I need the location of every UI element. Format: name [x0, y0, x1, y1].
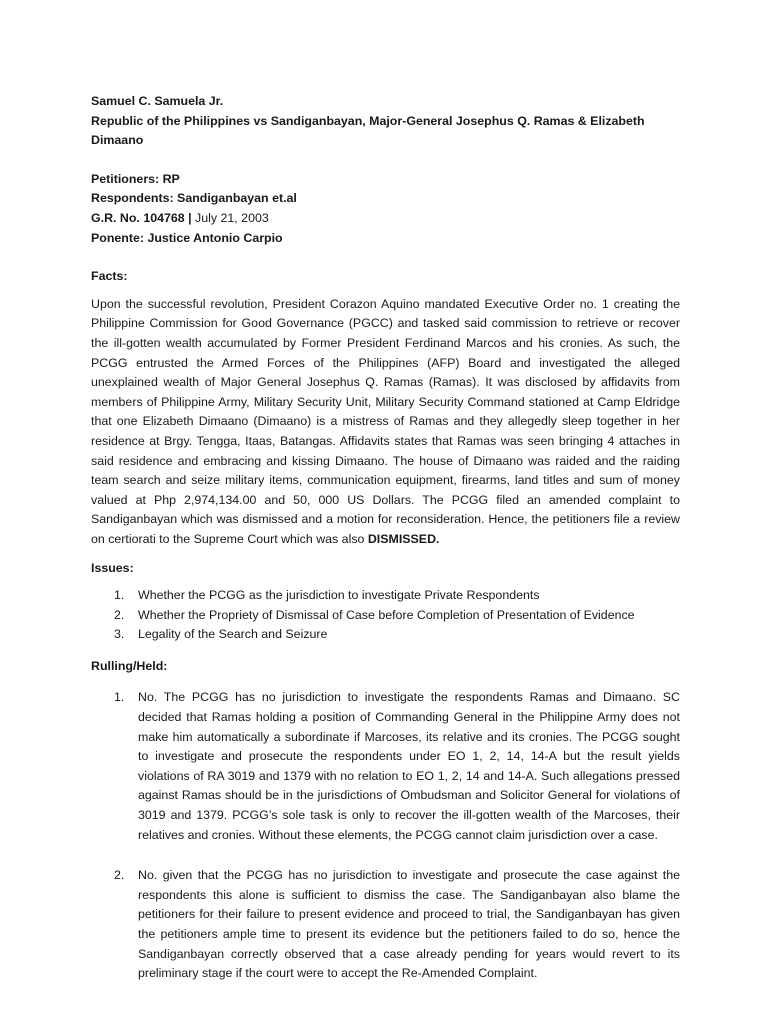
issue-text: Whether the PCGG as the jurisdiction to investigate Private Respondents [138, 588, 540, 603]
held-number: 1. [114, 690, 125, 705]
petitioners-line: Petitioners: RP [91, 171, 180, 186]
held-list [91, 688, 680, 983]
facts-heading: Facts: [91, 269, 128, 284]
held-text: No. The PCGG has no jurisdiction to investigate the respondents Ramas and Dimaano. SC decided that Ramas holding a position of Commanding General in the Philippine Army does not make him automatically a subordinate if Marcoses, its relative and its cronies. The PCGG sought to investigate and prosecute the respondents under EO 1, 2, 14, 14-A but the result yields violations of RA 3019 and 1379 with no relation to EO 1, 2, 14 and 14-A. Such allegations pressed against Ramas should be in the jurisdictions of Ombudsman and Solicitor General for violations of 3019 and 1379. PCGG’s sole task is only to recover the ill-gotten wealth of the Marcoses, their relatives and cronies. Without these elements, the PCGG cannot claim jurisdiction over a case. [138, 690, 680, 842]
issue-text: Whether the Propriety of Dismissal of Case before Completion of Presentation of Evidence [138, 607, 635, 622]
facts-dismissed: DISMISSED. [367, 531, 440, 546]
issue-number: 2. [114, 607, 125, 622]
held-text: No. given that the PCGG has no jurisdiction to investigate and prosecute the case against the respondents this alone is sufficient to dismiss the case. The Sandiganbayan also blame the petitioners for their failure to present evidence and proceed to trial, the Sandiganbayan has given the petitioners ample time to present its evidence but the petitioners failed to do so, hence the Sandiganbayan correctly observed that a case already pending for years would revert to its preliminary stage if the court were to accept the Re-Amended Complaint. [138, 868, 680, 981]
gr-number: G.R. No. 104768 [91, 210, 185, 225]
ponente-line: Ponente: Justice Antonio Carpio [91, 230, 283, 245]
issue-number: 1. [114, 588, 125, 603]
gr-separator: | [184, 210, 196, 225]
held-heading: Rulling/Held: [91, 658, 168, 673]
facts-body: Upon the successful revolution, President Corazon Aquino mandated Executive Order no. 1 creating the Philippine Commission for Good Governance (PGCC) and tasked said commission to retrieve or recover the ill-gotten wealth accumulated by Former President Ferdinand Marcos and his cronies. As such, the PCGG entrusted the Armed Forces of the Philippines (AFP) Board and investigated the alleged unexplained wealth of Major General Josephus Q. Ramas (Ramas). It was disclosed by affidavits from members of Philippine Army, Military Security Unit, Military Security Command stationed at Camp Eldridge that one Elizabeth Dimaano (Dimaano) is a mistress of Ramas and they allegedly sleep together in her residence at Brgy. Tengga, Itaas, Batangas. Affidavits states that Ramas was seen bringing 4 attaches in said residence and embracing and kissing Dimaano. The house of Dimaano was raided and the raiding team search and seize military items, communication equipment, firearms, land titles and sum of money valued at Php 2,974,134.00 and 50, 000 US Dollars. The PCGG filed an amended complaint to Sandiganbayan which was dismissed and a motion for reconsideration. Hence, the petitioners file a review on certiorati to the Supreme Court which was also [91, 296, 680, 546]
respondents-line: Respondents: Sandiganbayan et.al [91, 191, 297, 206]
held-number: 2. [114, 868, 125, 883]
author-name: Samuel C. Samuela Jr. [91, 94, 224, 108]
issues-heading: Issues: [91, 561, 134, 576]
issue-item [114, 606, 680, 626]
gr-number-line [91, 209, 680, 229]
held-item [114, 866, 680, 984]
issue-number: 3. [114, 627, 125, 642]
held-item [114, 688, 680, 845]
decision-date: July 21, 2003 [195, 210, 269, 225]
facts-paragraph [91, 295, 680, 550]
issue-text: Legality of the Search and Seizure [138, 627, 328, 642]
case-title: Republic of the Philippines vs Sandiganbayan, Major-General Josephus Q. Ramas & Elizabeth Dimaano [91, 113, 645, 148]
issue-item [114, 625, 680, 645]
issues-list [91, 586, 680, 645]
issue-item [114, 586, 680, 606]
